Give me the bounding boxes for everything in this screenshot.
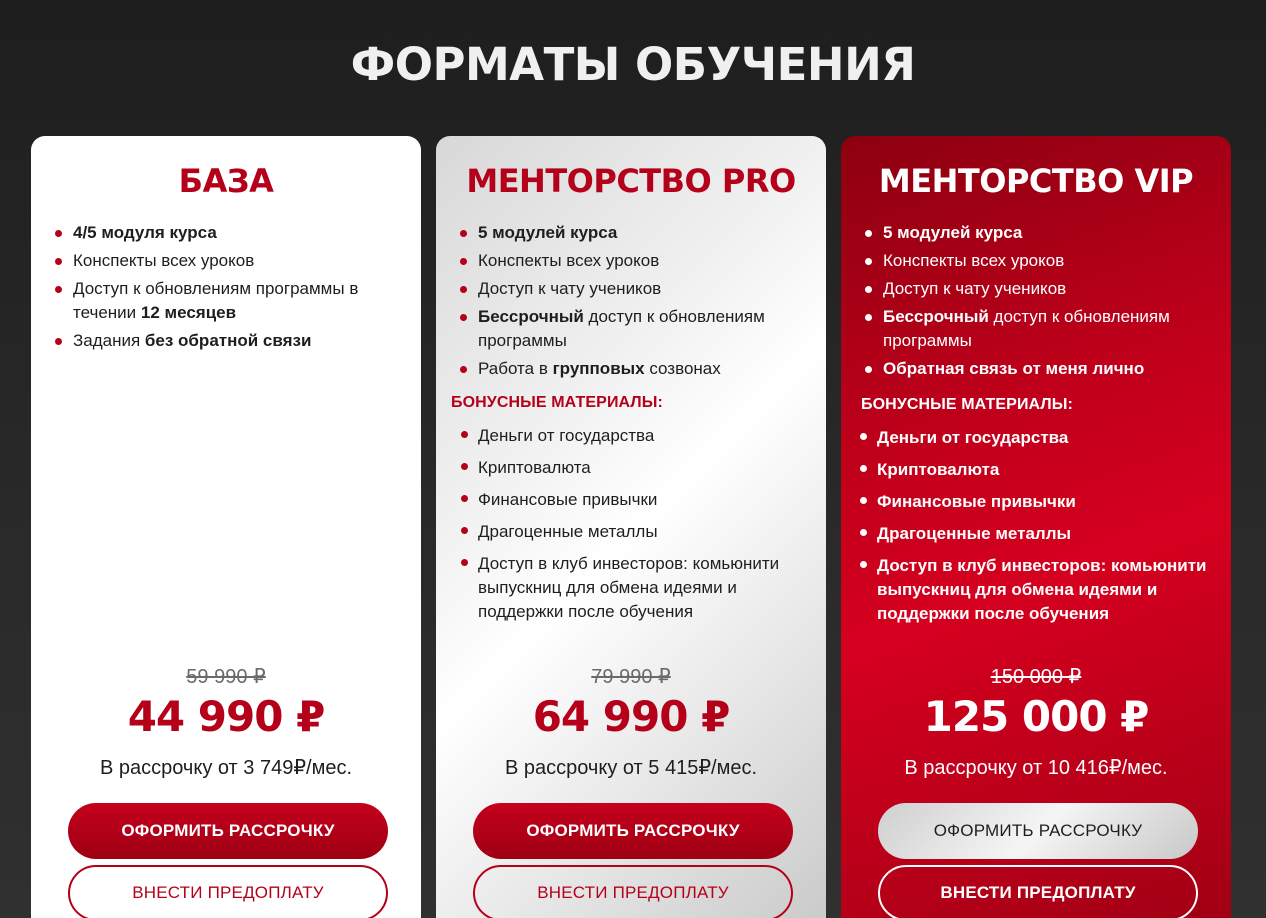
bonus-item: Криптовалюта	[452, 456, 812, 480]
feature-text: Доступ к обновлениям программы в течении	[73, 279, 359, 322]
plan-card-vip	[841, 136, 1231, 918]
feature-text: Доступ к чату учеников	[478, 279, 662, 298]
feature-item	[51, 277, 391, 325]
bonus-list	[452, 424, 812, 632]
prepay-button[interactable]: ВНЕСТИ ПРЕДОПЛАТУ	[878, 865, 1198, 918]
feature-item	[861, 305, 1211, 353]
installment-button[interactable]: ОФОРМИТЬ РАССРОЧКУ	[68, 803, 388, 859]
feature-text: 4/5 модуля курса	[73, 223, 217, 242]
bonus-item: Доступ в клуб инвесторов: комьюнити выпускниц для обмена идеями и поддержки после обучения	[857, 554, 1222, 626]
feature-item	[51, 329, 391, 353]
price: 125 000 ₽	[923, 692, 1149, 741]
bonus-title: БОНУСНЫЕ МАТЕРИАЛЫ:	[451, 394, 663, 411]
feature-list	[51, 221, 391, 357]
bonus-item: Доступ в клуб инвесторов: комьюнити выпускниц для обмена идеями и поддержки после обучения	[452, 552, 812, 624]
bonus-item: Деньги от государства	[857, 426, 1222, 450]
feature-text: лично	[1092, 359, 1145, 378]
installment-button[interactable]: ОФОРМИТЬ РАССРОЧКУ	[878, 803, 1198, 859]
feature-list	[456, 221, 806, 385]
bonus-item: Финансовые привычки	[452, 488, 812, 512]
price: 64 990 ₽	[532, 692, 730, 741]
plan-card-pro	[436, 136, 826, 918]
feature-text: Конспекты всех уроков	[883, 251, 1065, 270]
feature-text: Работа в	[478, 359, 553, 378]
bonus-item: Финансовые привычки	[857, 490, 1222, 514]
bonus-item: Деньги от государства	[452, 424, 812, 448]
old-price: 150 000 ₽	[990, 666, 1082, 688]
feature-text: 12 месяцев	[140, 303, 237, 322]
feature-text: Задания	[73, 331, 145, 350]
installment-text: В рассрочку от 10 416₽/мес.	[904, 757, 1168, 779]
feature-item	[861, 277, 1211, 301]
plan-title: МЕНТОРСТВО PRO	[466, 162, 796, 200]
feature-text: Бессрочный	[883, 307, 989, 326]
old-price: 79 990 ₽	[591, 666, 671, 688]
feature-text: Конспекты всех уроков	[478, 251, 660, 270]
feature-text: доступ к обновлениям программы	[883, 307, 1170, 350]
feature-item	[456, 357, 806, 381]
feature-item	[456, 221, 806, 245]
plan-card-base	[31, 136, 421, 918]
feature-text: Обратная связь от меня	[883, 359, 1093, 378]
feature-item	[456, 305, 806, 353]
bonus-item: Криптовалюта	[857, 458, 1222, 482]
feature-text: 5 модулей курса	[478, 223, 618, 242]
feature-text: без обратной связи	[144, 331, 312, 350]
installment-text: В рассрочку от 5 415₽/мес.	[504, 757, 758, 779]
bonus-list	[857, 426, 1222, 634]
prepay-button[interactable]: ВНЕСТИ ПРЕДОПЛАТУ	[473, 865, 793, 918]
feature-text: Конспекты всех уроков	[73, 251, 255, 270]
plan-title: БАЗА	[178, 162, 274, 200]
feature-text: Бессрочный	[478, 307, 584, 326]
feature-text: групповых	[552, 359, 645, 378]
page-title: ФОРМАТЫ ОБУЧЕНИЯ	[350, 38, 916, 91]
bonus-item: Драгоценные металлы	[452, 520, 812, 544]
feature-item	[861, 249, 1211, 273]
feature-item	[51, 221, 391, 245]
old-price: 59 990 ₽	[186, 666, 266, 688]
feature-text: доступ к обновлениям программы	[478, 307, 765, 350]
bonus-title: БОНУСНЫЕ МАТЕРИАЛЫ:	[861, 396, 1073, 413]
bonus-item: Драгоценные металлы	[857, 522, 1222, 546]
price: 44 990 ₽	[127, 692, 325, 741]
installment-text: В рассрочку от 3 749₽/мес.	[99, 757, 353, 779]
feature-item	[861, 357, 1211, 381]
plan-title: МЕНТОРСТВО VIP	[878, 162, 1194, 200]
feature-text: Доступ к чату учеников	[883, 279, 1067, 298]
feature-item	[456, 249, 806, 273]
feature-text: созвонах	[644, 359, 721, 378]
feature-item	[861, 221, 1211, 245]
feature-item	[51, 249, 391, 273]
prepay-button[interactable]: ВНЕСТИ ПРЕДОПЛАТУ	[68, 865, 388, 918]
feature-item	[456, 277, 806, 301]
installment-button[interactable]: ОФОРМИТЬ РАССРОЧКУ	[473, 803, 793, 859]
feature-list	[861, 221, 1211, 385]
feature-text: 5 модулей курса	[883, 223, 1023, 242]
